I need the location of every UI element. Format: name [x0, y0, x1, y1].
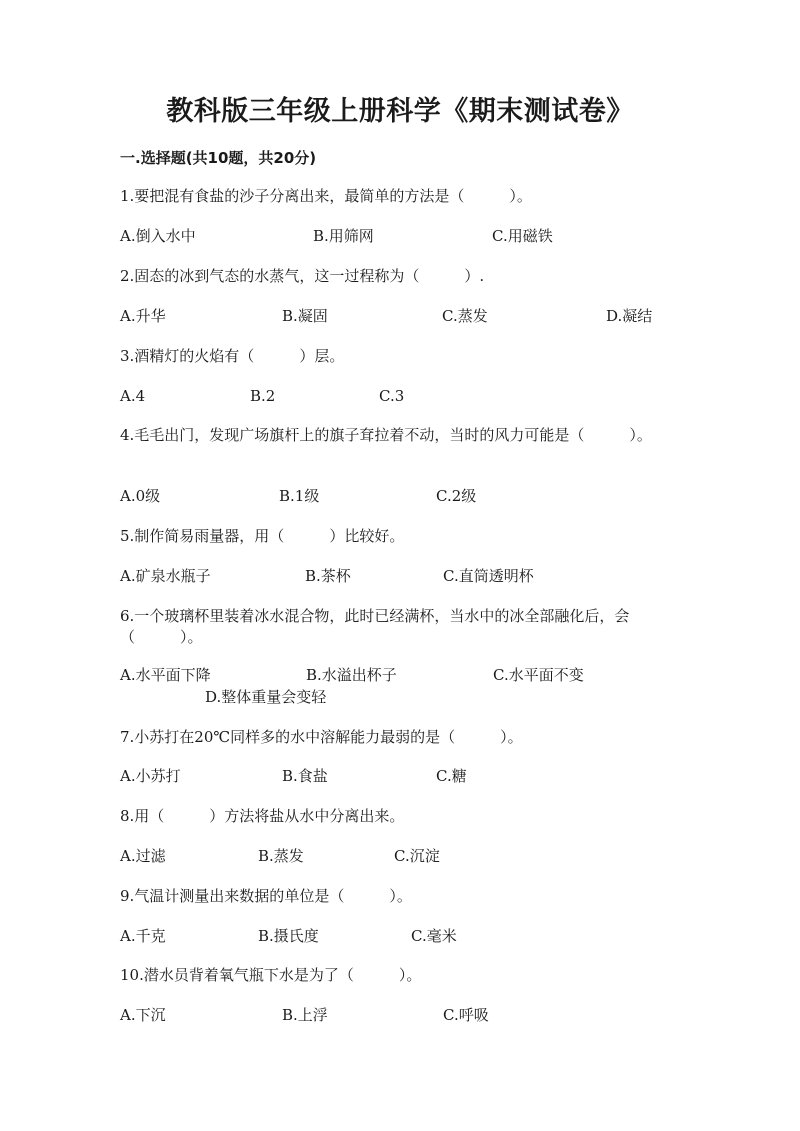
question-9-option-b: B.摄氏度	[258, 927, 319, 945]
question-1-option-a: A.倒入水中	[120, 227, 196, 245]
question-7-option-c: C.糖	[436, 767, 467, 785]
question-4-text: 4.毛毛出门，发现广场旗杆上的旗子耷拉着不动，当时的风力可能是（ ）。	[120, 426, 652, 444]
question-1-text: 1.要把混有食盐的沙子分离出来，最简单的方法是（ ）。	[120, 187, 532, 205]
question-10-option-b: B.上浮	[282, 1006, 328, 1024]
question-10-text: 10.潜水员背着氧气瓶下水是为了（ ）。	[120, 966, 422, 984]
question-8-option-b: B.蒸发	[258, 847, 304, 865]
question-7-text: 7.小苏打在20℃同样多的水中溶解能力最弱的是（ ）。	[120, 728, 523, 746]
question-10-option-a: A.下沉	[120, 1006, 166, 1024]
question-6-option-d: D.整体重量会变轻	[205, 688, 327, 706]
question-4-option-a: A.0级	[120, 487, 161, 505]
question-2-option-d: D.凝结	[606, 307, 653, 325]
question-4-option-c: C.2级	[436, 487, 477, 505]
question-9-option-a: A.千克	[120, 927, 166, 945]
question-7-option-b: B.食盐	[282, 767, 328, 785]
question-5-option-c: C.直筒透明杯	[443, 567, 534, 585]
question-6-option-a: A.水平面下降	[120, 666, 211, 684]
question-8-option-c: C.沉淀	[394, 847, 440, 865]
question-2-option-c: C.蒸发	[442, 307, 488, 325]
question-5-option-b: B.茶杯	[305, 567, 351, 585]
question-3-option-b: B.2	[250, 387, 276, 405]
question-1-option-b: B.用筛网	[313, 227, 374, 245]
question-4-option-b: B.1级	[279, 487, 320, 505]
question-9-option-c: C.毫米	[411, 927, 457, 945]
question-2-option-a: A.升华	[120, 307, 166, 325]
question-6-text: 6.一个玻璃杯里装着冰水混合物，此时已经满杯，当水中的冰全部融化后，会（ ）。	[120, 607, 630, 646]
section-heading: 一.选择题(共10题，共20分)	[120, 149, 317, 167]
question-1-option-c: C.用磁铁	[492, 227, 553, 245]
page-title: 教科版三年级上册科学《期末测试卷》	[166, 96, 634, 127]
question-7-option-a: A.小苏打	[120, 767, 181, 785]
question-3-option-c: C.3	[379, 387, 405, 405]
question-10-option-c: C.呼吸	[443, 1006, 489, 1024]
question-5-option-a: A.矿泉水瓶子	[120, 567, 211, 585]
question-5-text: 5.制作简易雨量器，用（ ）比较好。	[120, 527, 405, 545]
question-9-text: 9.气温计测量出来数据的单位是（ ）。	[120, 887, 412, 905]
question-6-option-b: B.水溢出杯子	[306, 666, 397, 684]
question-8-text: 8.用（ ）方法将盐从水中分离出来。	[120, 807, 405, 825]
question-3-text: 3.酒精灯的火焰有（ ）层。	[120, 347, 345, 365]
question-3-option-a: A.4	[120, 387, 146, 405]
question-6-option-c: C.水平面不变	[493, 666, 584, 684]
question-2-option-b: B.凝固	[282, 307, 328, 325]
question-8-option-a: A.过滤	[120, 847, 166, 865]
question-2-text: 2.固态的冰到气态的水蒸气，这一过程称为（ ）.	[120, 267, 485, 285]
